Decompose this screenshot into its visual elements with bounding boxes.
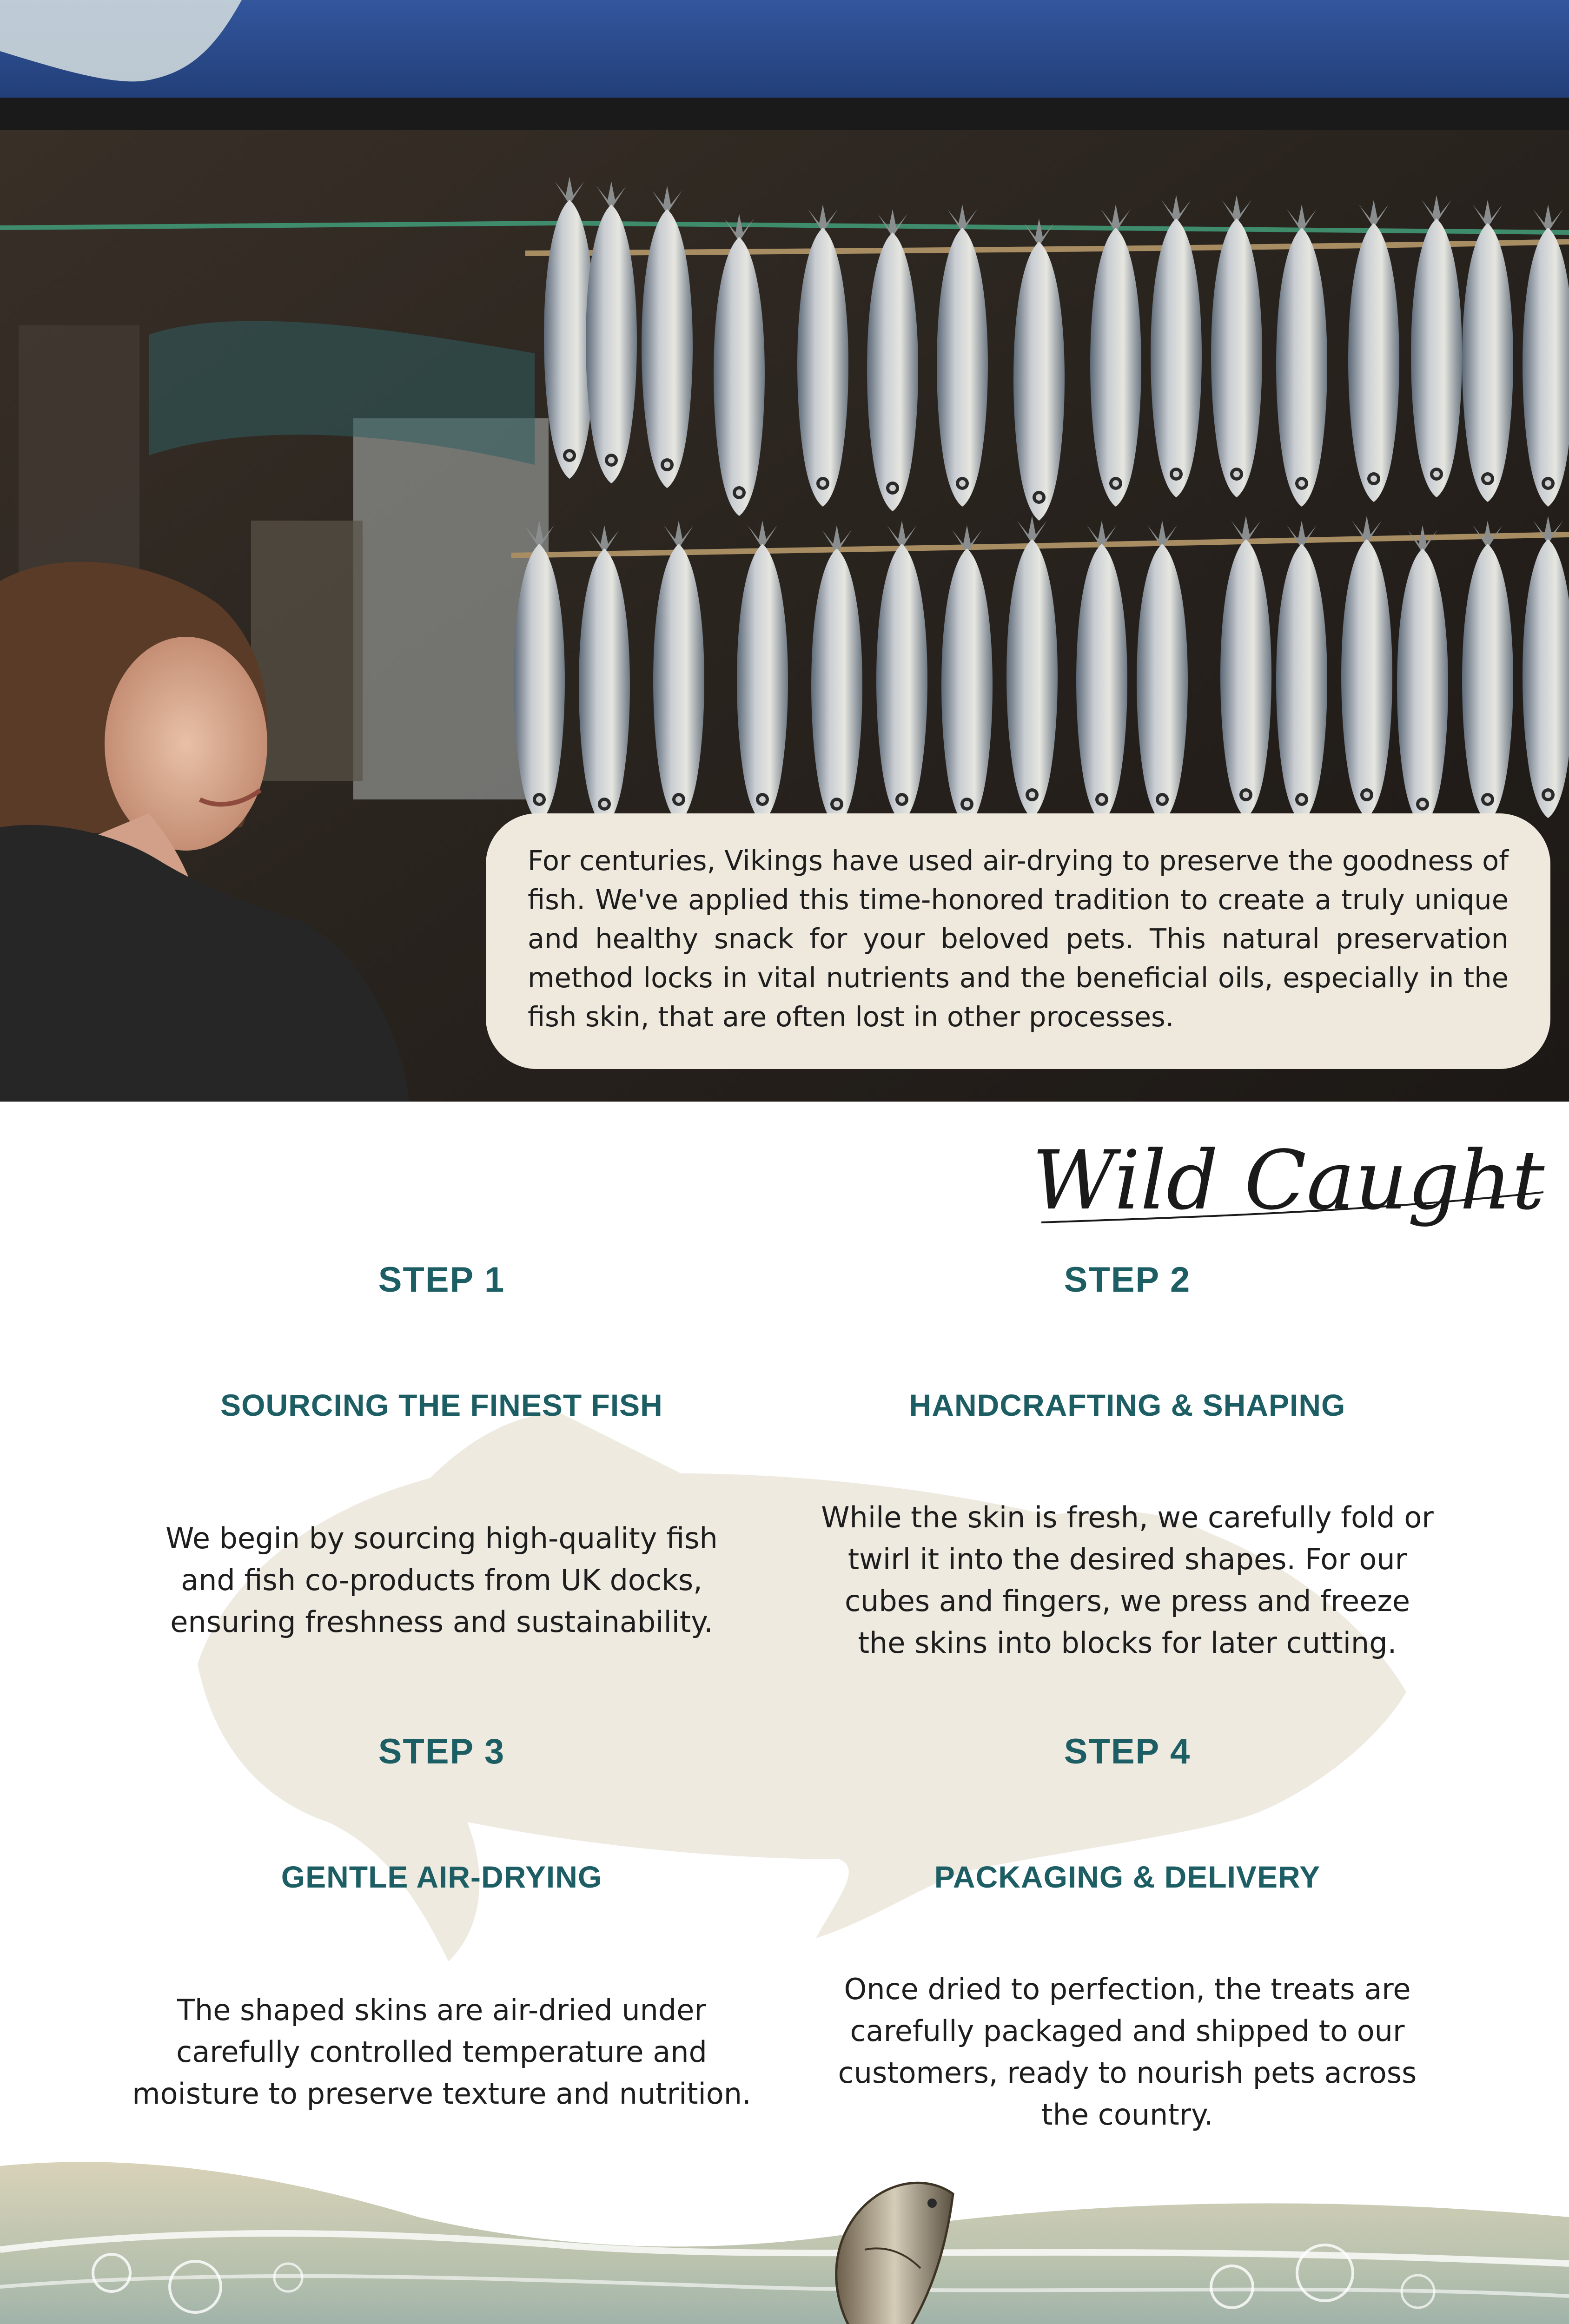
step-heading: GENTLE AIR-DRYING — [281, 1860, 602, 1894]
step-4-text-wrap — [797, 1968, 1457, 2136]
step-2-text-wrap — [797, 1497, 1457, 1664]
step-text: While the skin is fresh, we carefully fold or twirl it into the desired shapes. For our cubes and fingers, we press and freeze the skins into blocks for later cutting. — [821, 1500, 1434, 1660]
step-title: STEP 2 — [1064, 1260, 1191, 1300]
intro-card — [486, 813, 1550, 1069]
step-3-heading-wrap — [112, 1859, 772, 1895]
hero-photo — [0, 0, 1569, 1102]
step-text: Once dried to perfection, the treats are carefully packaged and shipped to our customers, ready to nourish pets across the country. — [838, 1972, 1417, 2132]
step-heading: SOURCING THE FINEST FISH — [220, 1388, 663, 1422]
step-1-heading-wrap — [112, 1387, 772, 1423]
step-1-text-wrap — [112, 1518, 772, 1643]
wild-caught-signature — [1027, 1129, 1553, 1246]
step-text: We begin by sourcing high-quality fish and fish co-products from UK docks, ensuring freshness and sustainability. — [166, 1521, 718, 1639]
step-3 — [112, 1731, 772, 1772]
step-title: STEP 3 — [378, 1732, 505, 1771]
step-4-heading-wrap — [797, 1859, 1457, 1895]
intro-text: For centuries, Vikings have used air-drying to preserve the goodness of fish. We've applied this time-honored tradition to create a truly unique and healthy snack for your beloved pets. This natural preservation method locks in vital nutrients and the beneficial oils, especially in the fish skin, that are often lost in other processes. — [528, 845, 1509, 1033]
step-heading: PACKAGING & DELIVERY — [934, 1860, 1321, 1894]
step-3-text-wrap — [112, 1989, 772, 2115]
step-2 — [797, 1260, 1457, 1300]
step-1 — [112, 1260, 772, 1300]
step-title: STEP 4 — [1064, 1732, 1191, 1771]
step-2-heading-wrap — [797, 1387, 1457, 1423]
signature-text: Wild Caught — [1032, 1134, 1545, 1228]
step-4 — [797, 1731, 1457, 1772]
step-text: The shaped skins are air-dried under carefully controlled temperature and moisture to preserve texture and nutrition. — [132, 1993, 751, 2111]
step-heading: HANDCRAFTING & SHAPING — [909, 1388, 1346, 1422]
step-title: STEP 1 — [378, 1260, 505, 1300]
water-wave — [0, 2147, 1569, 2324]
